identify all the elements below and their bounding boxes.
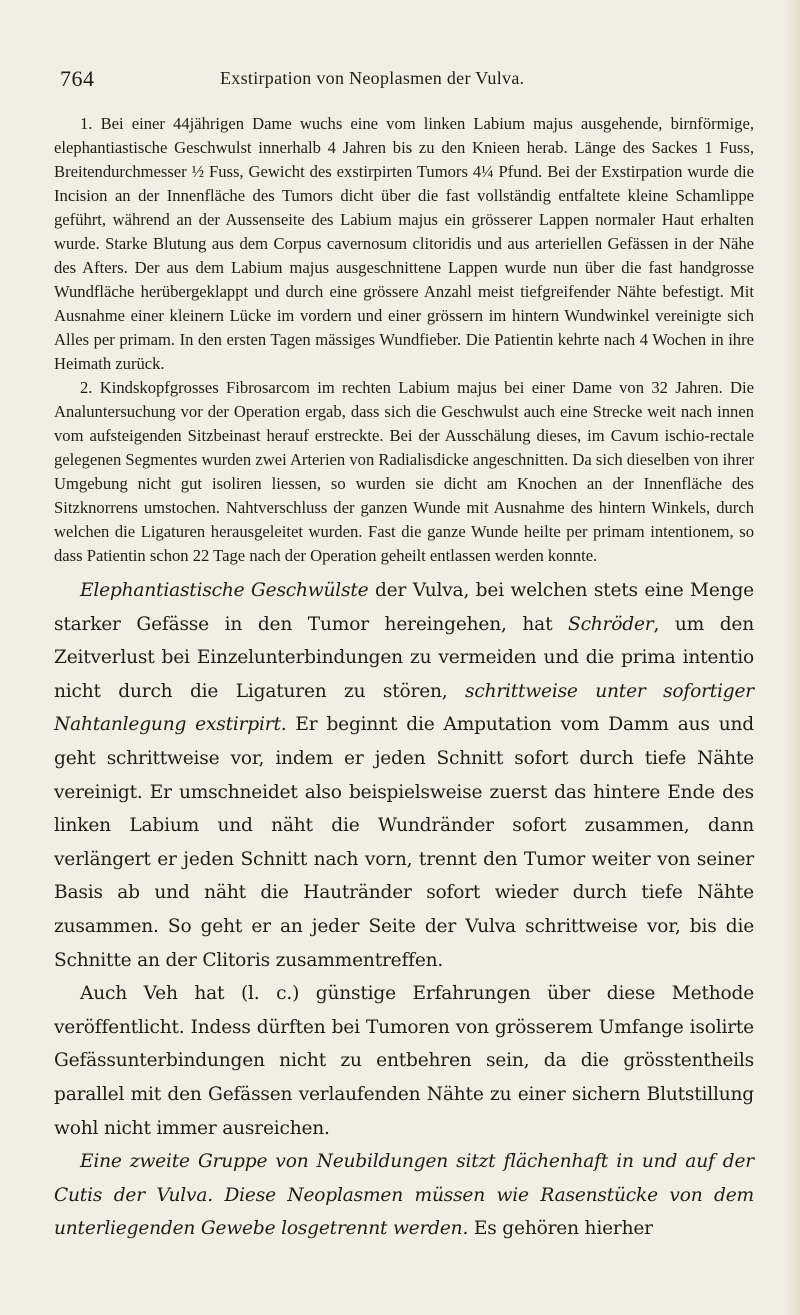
- text-run: der Vulva, bei welchen stets eine Menge starker Gefässe in den Tumor hereingehen, hat: [54, 580, 754, 635]
- emphasis-second-group: Eine zweite Gruppe von Neubildungen sitzt flächenhaft in und auf der Cutis der Vulva. Diese Neoplasmen müssen wie Rasenstücke von dem unterliegenden Gewebe losgetrennt werden.: [54, 1151, 754, 1240]
- text-run: Es gehören hierher: [468, 1218, 653, 1240]
- running-title: Exstirpation von Neoplasmen der Vulva.: [220, 68, 525, 88]
- case-notes: [54, 112, 754, 568]
- text-run: , um den Zeitverlust bei Einzelunterbindungen zu vermeiden und die prima intentio nicht durch die Ligaturen zu stören,: [54, 613, 754, 702]
- paragraph-second-group: [54, 1145, 754, 1246]
- paragraph-veh: Auch Veh hat (l. c.) günstige Erfahrungen über diese Methode veröffentlicht. Indess dürften bei Tumoren von grösserem Umfange isolirte Gefässunterbindungen nicht zu entbehren sein, da die grösstentheils parallel mit den Gefässen verlaufenden Nähte zu einer sichern Blutstillung wohl nicht immer ausreichen.: [54, 983, 754, 1139]
- emphasis-term: Elephantiastische Geschwülste: [80, 580, 369, 601]
- emphasis-method: schrittweise unter sofortiger Nahtanlegung exstirpirt.: [54, 680, 754, 736]
- paragraph-schroeder-method: [54, 574, 754, 977]
- page-body: [54, 112, 754, 1246]
- case-note-2: 2. Kindskopfgrosses Fibrosarcom im rechten Labium majus bei einer Dame von 32 Jahren. Die Analuntersuchung vor der Operation ergab, dass sich die Geschwulst auch eine Strecke weit nach innen vom aufsteigenden Sitzbeinast herauf erstreckte. Bei der Ausschälung dieses, im Cavum ischio-rectale gelegenen Segmentes wurden zwei Arterien von Radialisdicke angeschnitten. Da sich dieselben von ihrer Umgebung nicht gut isoliren liessen, so wurden sie dicht am Knochen an der Innenfläche des Sitzknorrens umstochen. Nahtverschluss der ganzen Wunde mit Ausnahme des hintern Winkels, durch welchen die Ligaturen herausgeleitet wurden. Fast die ganze Wunde heilte per primam intentionem, so dass Patientin schon 22 Tage nach der Operation geheilt entlassen werden konnte.: [54, 378, 754, 565]
- case-note-1: 1. Bei einer 44jährigen Dame wuchs eine vom linken Labium majus ausgehende, birnförmige, elephantiastische Geschwulst innerhalb 4 Jahren bis zu den Knieen herab. Länge des Sackes 1 Fuss, Breitendurchmesser ½ Fuss, Gewicht des exstirpirten Tumors 4¼ Pfund. Bei der Exstirpation wurde die Incision an der Innenfläche des Tumors dicht über die fast vollständig entfaltete kleine Schamlippe geführt, während an der Aussenseite des Labium majus ein grösserer Lappen normaler Haut erhalten wurde. Starke Blutung aus dem Corpus cavernosum clitoridis und aus arteriellen Gefässen in der Nähe des Afters. Der aus dem Labium majus ausgeschnittene Lappen wurde nun über die fast handgrosse Wundfläche herübergeklappt und durch eine grössere Anzahl meist tiefgreifender Nähte befestigt. Mit Ausnahme einer kleinern Lücke im vordern und einer grössern im hintern Wundwinkel vereinigte sich Alles per primam. In den ersten Tagen mässiges Wundfieber. Die Patientin kehrte nach 4 Wochen in ihre Heimath zurück.: [54, 114, 754, 373]
- page-edge: [786, 0, 800, 1315]
- page-number: 764: [60, 66, 95, 91]
- running-header: [60, 66, 760, 94]
- main-text: [54, 574, 754, 1246]
- text-run: Er beginnt die Amputation vom Damm aus und geht schrittweise vor, indem er jeden Schnitt sofort durch tiefe Nähte vereinigt. Er umschneidet also beispielsweise zuerst das hintere Ende des linken Labium und näht die Wundränder sofort zusammen, dann verlängert er jeden Schnitt nach vorn, trennt den Tumor weiter von seiner Basis ab und näht die Hautränder sofort wieder durch tiefe Nähte zusammen. So geht er an jeder Seite der Vulva schrittweise vor, bis die Schnitte an der Clitoris zusammentreffen.: [54, 714, 754, 971]
- author-name: Schröder: [568, 613, 654, 635]
